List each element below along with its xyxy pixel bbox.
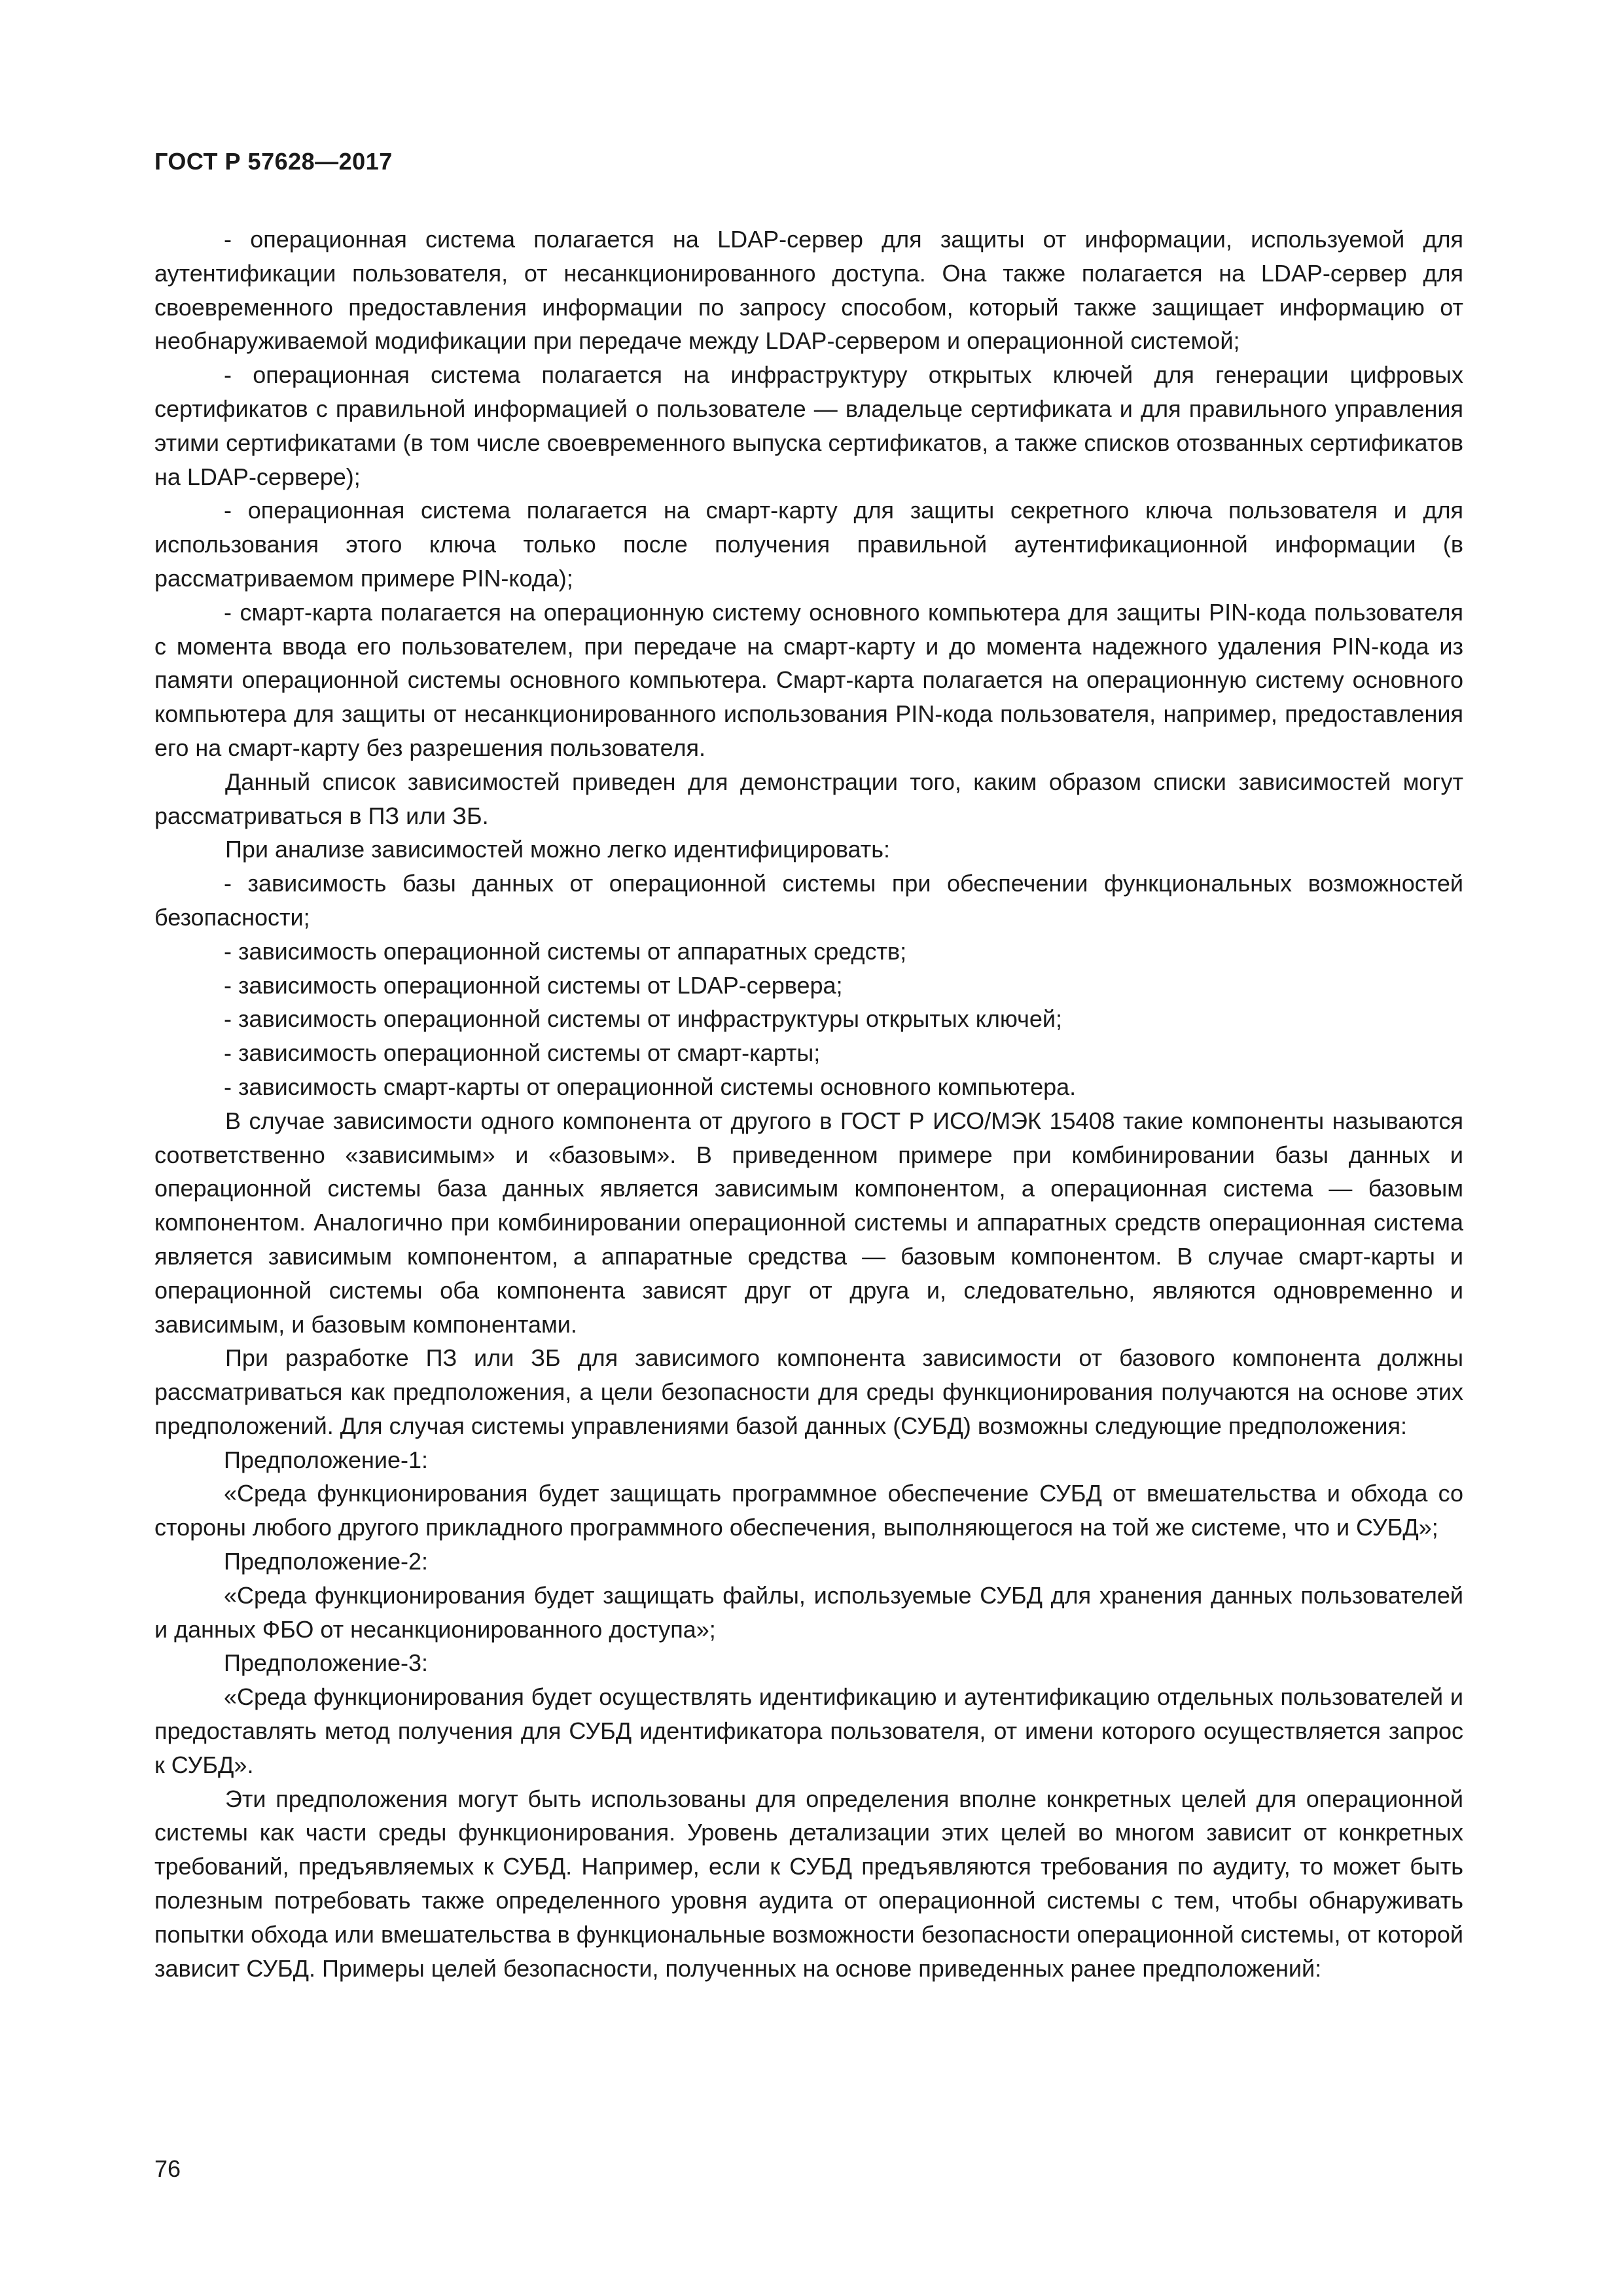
paragraph: При разработке ПЗ или ЗБ для зависимого компонента зависимости от базового компонента должны рассматриваться как предположения, а цели безопасности для среды функционирования получаются на основе этих предположений. Для случая системы управлениями базой данных (СУБД) возможны следующие предположения: <box>154 1344 1463 1439</box>
page-number: 76 <box>154 2155 181 2182</box>
document-body <box>154 223 1463 1985</box>
paragraph: Эти предположения могут быть использованы для определения вполне конкретных целей для операционной системы как части среды функционирования. Уровень детализации этих целей во многом зависит от конкретных требований, предъявляемых к СУБД. Например, если к СУБД предъявляются требования по аудиту, то может быть полезным потребовать также определенного уровня аудита от операционной системы с тем, чтобы обнаруживать попытки обхода или вмешательства в функциональные возможности безопасности операционной системы, от которой зависит СУБД. Примеры целей безопасности, полученных на основе приведенных ранее предположений: <box>154 1785 1463 1982</box>
list-item: - зависимость операционной системы от смарт-карты; <box>224 1039 821 1067</box>
list-item: - зависимость операционной системы от инфраструктуры открытых ключей; <box>224 1005 1062 1033</box>
assumption-text: «Среда функционирования будет осуществлять идентификацию и аутентификацию отдельных пользователей и предоставлять метод получения для СУБД идентификатора пользователя, от имени которого осуществляется запрос к СУБД». <box>154 1683 1463 1778</box>
document-header: ГОСТ Р 57628—2017 <box>154 148 393 175</box>
assumption-text: «Среда функционирования будет защищать файлы, используемые СУБД для хранения данных пользователей и данных ФБО от несанкционированного доступа»; <box>154 1581 1463 1643</box>
assumption-text: «Среда функционирования будет защищать программное обеспечение СУБД от вмешательства и обхода со стороны любого другого прикладного программного обеспечения, выполняющегося на той же системе, что и СУБД»; <box>154 1480 1463 1541</box>
list-item: - зависимость смарт-карты от операционной системы основного компьютера. <box>224 1073 1077 1100</box>
paragraph: - смарт-карта полагается на операционную систему основного компьютера для защиты PIN-кода пользователя с момента ввода его пользователем, при передаче на смарт-карту и до момента надежного удаления PIN-кода из памяти операционной системы основного компьютера. Смарт-карта полагается на операционную систему основного компьютера для защиты от несанкционированного использования PIN-кода пользователя, например, предоставления его на смарт-карту без разрешения пользователя. <box>154 598 1463 761</box>
paragraph: Данный список зависимостей приведен для демонстрации того, каким образом списки зависимостей могут рассматриваться в ПЗ или ЗБ. <box>154 768 1463 829</box>
paragraph: В случае зависимости одного компонента от другого в ГОСТ Р ИСО/МЭК 15408 такие компоненты называются соответственно «зависимым» и «базовым». В приведенном примере при комбинировании базы данных и операционной системы база данных является зависимым компонентом, а операционная система — базовым компонентом. Аналогично при комбинировании операционной системы и аппаратных средств операционная система является зависимым компонентом, а аппаратные средства — базовым компонентом. В случае смарт-карты и операционной системы оба компонента зависят друг от друга и, следовательно, являются одновременно и зависимым, и базовым компонентами. <box>154 1107 1463 1338</box>
assumption-label: Предположение-2: <box>224 1548 429 1575</box>
paragraph: - операционная система полагается на инфраструктуру открытых ключей для генерации цифровых сертификатов с правильной информацией о пользователе — владельце сертификата и для правильного управления этими сертификатами (в том числе своевременного выпуска сертификатов, а также списков отозванных сертификатов на LDAP-сервере); <box>154 361 1463 490</box>
paragraph: - операционная система полагается на LDAP-сервер для защиты от информации, используемой для аутентификации пользователя, от несанкционированного доступа. Она также полагается на LDAP-сервер для своевременного предоставления информации по запросу способом, который также защищает информацию от необнаруживаемой модификации при передаче между LDAP-сервером и операционной системой; <box>154 226 1463 355</box>
paragraph: - операционная система полагается на смарт-карту для защиты секретного ключа пользователя и для использования этого ключа только после получения правильной аутентификационной информации (в рассматриваемом примере PIN-кода); <box>154 497 1463 592</box>
assumption-label: Предположение-1: <box>224 1446 429 1473</box>
paragraph: При анализе зависимостей можно легко идентифицировать: <box>225 836 891 863</box>
list-item: - зависимость операционной системы от аппаратных средств; <box>224 937 907 965</box>
list-item: - зависимость базы данных от операционной системы при обеспечении функциональных возможностей безопасности; <box>154 870 1463 931</box>
assumption-label: Предположение-3: <box>224 1649 429 1677</box>
list-item: - зависимость операционной системы от LDAP-сервера; <box>224 971 843 999</box>
